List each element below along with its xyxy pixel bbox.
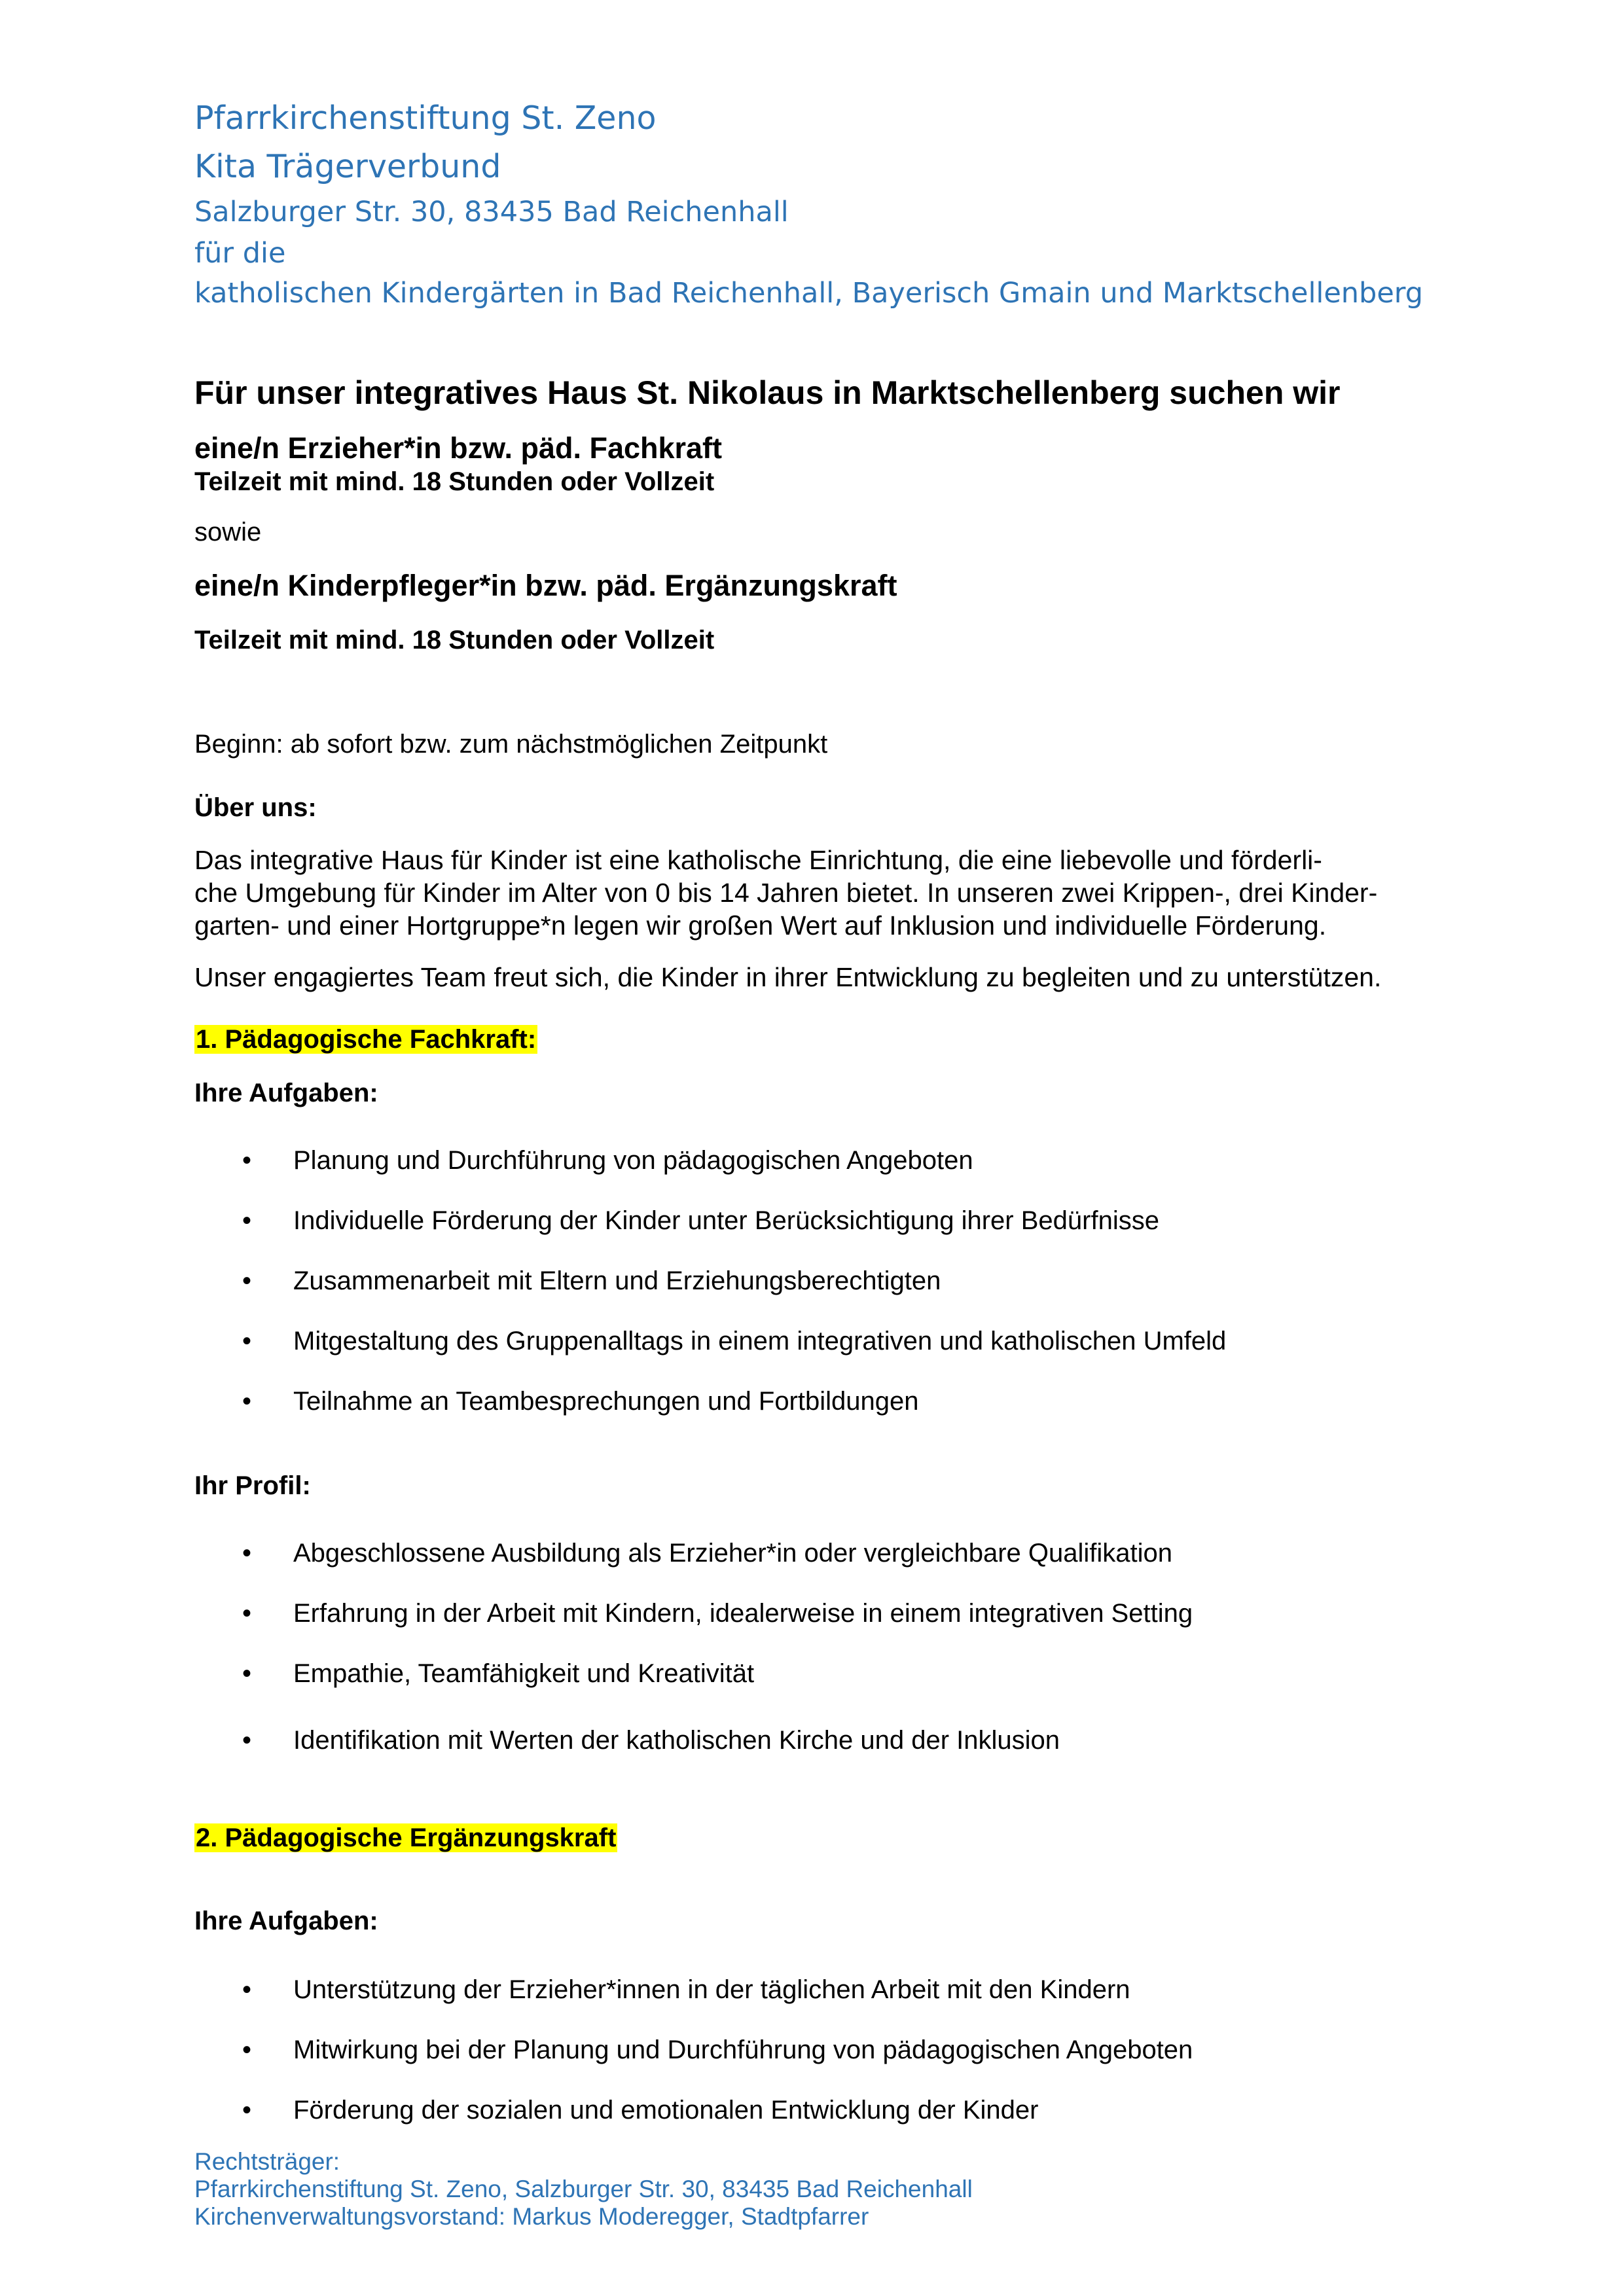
list-item-text: Identifikation mit Werten der katholischen Kirche und der Inklusion (293, 1726, 1060, 1755)
section-2-heading-text: 2. Pädagogische Ergänzungskraft (196, 1823, 617, 1852)
list-item-text: Unterstützung der Erzieher*innen in der täglichen Arbeit mit den Kindern (293, 1975, 1130, 2004)
list-item-text: Förderung der sozialen und emotionalen Entwicklung der Kinder (293, 2096, 1039, 2125)
position-1-title: eine/n Erzieher*in bzw. päd. Fachkraft (194, 431, 723, 465)
footer-board: Kirchenverwaltungsvorstand: Markus Moderegger, Stadtpfarrer (194, 2203, 869, 2230)
section-2-tasks-heading: Ihre Aufgaben: (194, 1907, 378, 1935)
about-line: Das integrative Haus für Kinder ist eine katholische Einrichtung, die eine liebevolle und förderli- (194, 845, 1322, 875)
list-item-text: Erfahrung in der Arbeit mit Kindern, idealerweise in einem integrativen Setting (293, 1599, 1193, 1628)
list-item-text: Empathie, Teamfähigkeit und Kreativität (293, 1659, 755, 1688)
bullet-icon: • (242, 1146, 252, 1175)
bullet-icon: • (242, 1659, 252, 1688)
position-1-hours: Teilzeit mit mind. 18 Stunden oder Vollzeit (194, 467, 715, 496)
bullet-icon: • (242, 1327, 252, 1355)
footer-legal-entity: Pfarrkirchenstiftung St. Zeno, Salzburger Str. 30, 83435 Bad Reichenhall (194, 2176, 973, 2202)
about-team: Unser engagiertes Team freut sich, die Kinder in ihrer Entwicklung zu begleiten und zu unterstützen. (194, 962, 1382, 992)
bullet-icon: • (242, 2036, 252, 2064)
header-address: Salzburger Str. 30, 83435 Bad Reichenhall (194, 196, 789, 228)
header-organization: Pfarrkirchenstiftung St. Zeno (194, 99, 657, 137)
headline: Für unser integratives Haus St. Nikolaus in Marktschellenberg suchen wir (194, 374, 1341, 411)
about-line: garten- und einer Hortgruppe*n legen wir großen Wert auf Inklusion und individuelle Förderung. (194, 910, 1327, 941)
header-kindergartens: katholischen Kindergärten in Bad Reichenhall, Bayerisch Gmain und Marktschellenberg (194, 277, 1424, 310)
list-item-text: Mitgestaltung des Gruppenalltags in einem integrativen und katholischen Umfeld (293, 1327, 1227, 1355)
connector-text: sowie (194, 518, 262, 547)
bullet-icon: • (242, 1266, 252, 1295)
bullet-icon: • (242, 1539, 252, 1568)
bullet-icon: • (242, 1387, 252, 1416)
list-item-text: Mitwirkung bei der Planung und Durchführung von pädagogischen Angeboten (293, 2036, 1193, 2064)
bullet-icon: • (242, 1726, 252, 1755)
bullet-icon: • (242, 2096, 252, 2125)
section-2-heading (194, 1823, 617, 1853)
position-2-hours: Teilzeit mit mind. 18 Stunden oder Vollzeit (194, 626, 715, 655)
header-association: Kita Trägerverbund (194, 148, 501, 185)
list-item-text: Individuelle Förderung der Kinder unter Berücksichtigung ihrer Bedürfnisse (293, 1206, 1159, 1235)
position-2-title: eine/n Kinderpfleger*in bzw. päd. Ergänzungskraft (194, 569, 897, 602)
section-1-heading-text: 1. Pädagogische Fachkraft: (196, 1025, 537, 1054)
footer-legal-label: Rechtsträger: (194, 2148, 340, 2175)
section-1-profile-heading: Ihr Profil: (194, 1471, 311, 1500)
about-line: che Umgebung für Kinder im Alter von 0 bis 14 Jahren bietet. In unseren zwei Krippen-, drei Kinder- (194, 878, 1378, 908)
list-item-text: Teilnahme an Teambesprechungen und Fortbildungen (293, 1387, 919, 1416)
section-1-tasks-heading: Ihre Aufgaben: (194, 1079, 378, 1107)
list-item-text: Zusammenarbeit mit Eltern und Erziehungsberechtigten (293, 1266, 941, 1295)
about-heading: Über uns: (194, 793, 317, 822)
list-item-text: Planung und Durchführung von pädagogischen Angeboten (293, 1146, 973, 1175)
list-item-text: Abgeschlossene Ausbildung als Erzieher*in oder vergleichbare Qualifikation (293, 1539, 1173, 1568)
header-for-the: für die (194, 237, 286, 270)
bullet-icon: • (242, 1975, 252, 2004)
bullet-icon: • (242, 1206, 252, 1235)
start-date: Beginn: ab sofort bzw. zum nächstmöglichen Zeitpunkt (194, 730, 828, 759)
section-1-heading (194, 1025, 537, 1054)
bullet-icon: • (242, 1599, 252, 1628)
